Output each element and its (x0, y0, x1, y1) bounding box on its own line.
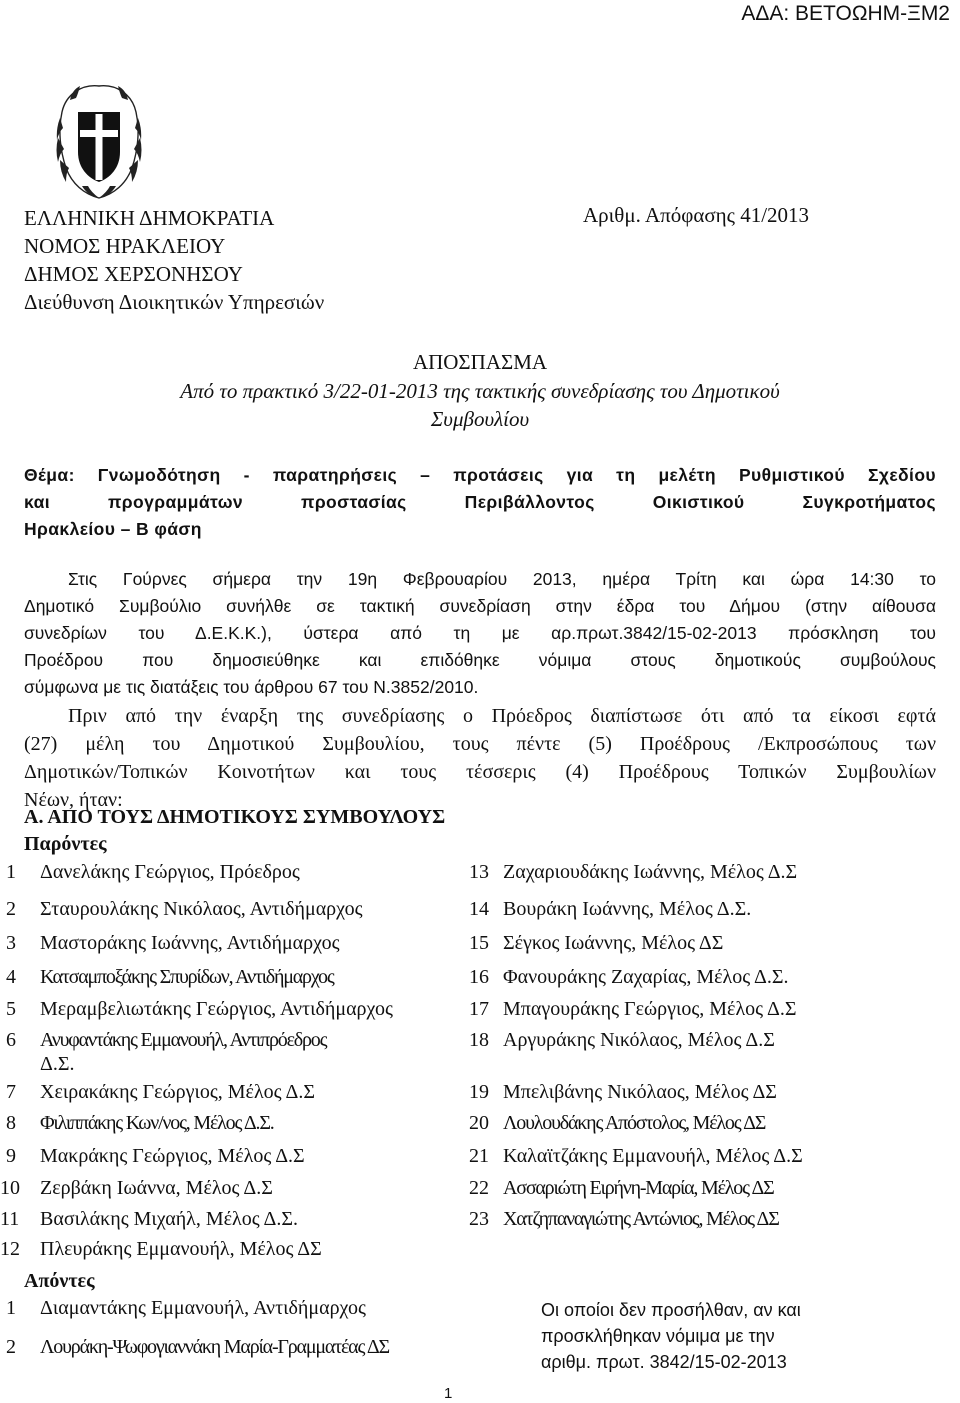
paragraph-line: Νέων, ήταν: (24, 789, 123, 811)
absent-note-line: προσκλήθηκαν νόμιμα με την (541, 1326, 775, 1346)
member-name: Σταυρουλάκης Νικόλαος, Αντιδήμαρχος (40, 898, 363, 920)
section-a-heading: Α. ΑΠΟ ΤΟΥΣ ΔΗΜΟΤΙΚΟΥΣ ΣΥΜΒΟΥΛΟΥΣ (24, 806, 446, 828)
member-name: Καλαϊτζάκης Εμμανουήλ, Μέλος Δ.Σ (503, 1145, 803, 1167)
member-name: Φανουράκης Ζαχαρίας, Μέλος Δ.Σ. (503, 966, 789, 988)
member-number: 9 (6, 1145, 16, 1167)
member-number: 11 (0, 1208, 20, 1230)
member-number: 16 (469, 966, 489, 988)
member-name: Δανελάκης Γεώργιος, Πρόεδρος (40, 861, 300, 883)
member-number: 14 (469, 898, 489, 920)
member-name: Φιλιππάκης Κων/νος, Μέλος Δ.Σ. (40, 1112, 274, 1134)
member-name: Λουράκη-Ψωφογιαννάκη Μαρία-Γραμματέας ΔΣ (40, 1336, 389, 1358)
coat-of-arms-emblem (52, 78, 146, 202)
member-number: 1 (6, 1297, 16, 1319)
member-name-continuation: Δ.Σ. (40, 1053, 75, 1075)
member-number: 8 (6, 1112, 16, 1134)
header-line-directorate: Διεύθυνση Διοικητικών Υπηρεσιών (24, 290, 325, 314)
member-name: Κατσαμποξάκης Σπυρίδων, Αντιδήμαρχος (40, 966, 334, 988)
paragraph-line: Στις Γούρνες σήμερα την 19η Φεβρουαρίου 2013, ημέρα Τρίτη και ώρα 14:30 το (68, 569, 936, 589)
absent-note-line: αριθμ. πρωτ. 3842/15-02-2013 (541, 1352, 787, 1372)
extract-subtitle-line: Συμβουλίου (430, 407, 530, 431)
paragraph-line: συνεδρίων του Δ.Ε.Κ.Κ.), ύστερα από τη με αρ.πρωτ.3842/15-02-2013 πρόσκληση του (24, 623, 936, 643)
header-line-republic: ΕΛΛΗΝΙΚΗ ΔΗΜΟΚΡΑΤΙΑ (24, 206, 275, 230)
paragraph-line: Δημοτικών/Τοπικών Κοινοτήτων και τους τέσσερις (4) Προέδρους Τοπικών Συμβουλίων (24, 761, 936, 783)
extract-subtitle (60, 377, 900, 433)
member-number: 18 (469, 1029, 489, 1051)
member-name: Ασσαριώτη Ειρήνη-Μαρία, Μέλος ΔΣ (503, 1177, 774, 1199)
member-name: Ζερβάκη Ιωάννα, Μέλος Δ.Σ (40, 1177, 273, 1199)
paragraph-line: Δημοτικό Συμβούλιο συνήλθε σε τακτική συνεδρίαση στην έδρα του Δήμου (στην αίθουσα (24, 596, 936, 616)
header-line-prefecture: ΝΟΜΟΣ ΗΡΑΚΛΕΙΟΥ (24, 234, 226, 258)
member-number: 13 (469, 861, 489, 883)
member-number: 21 (469, 1145, 489, 1167)
member-number: 12 (0, 1238, 20, 1260)
member-number: 15 (469, 932, 489, 954)
paragraph-line: Προέδρου που δημοσιεύθηκε και επιδόθηκε νόμιμα στους δημοτικούς συμβούλους (24, 650, 936, 670)
member-name: Χειρακάκης Γεώργιος, Μέλος Δ.Σ (40, 1081, 315, 1103)
member-name: Βασιλάκης Μιχαήλ, Μέλος Δ.Σ. (40, 1208, 299, 1230)
paragraph-line: Πριν από την έναρξη της συνεδρίασης ο Πρόεδρος διαπίστωσε ότι από τα είκοσι εφτά (68, 705, 936, 727)
extract-subtitle-line: Από το πρακτικό 3/22-01-2013 της τακτικής συνεδρίασης του Δημοτικού (180, 379, 780, 403)
member-name: Σέγκος Ιωάννης, Μέλος ΔΣ (503, 932, 724, 954)
member-name: Αργυράκης Νικόλαος, Μέλος Δ.Σ (503, 1029, 775, 1051)
extract-title: ΑΠΟΣΠΑΣΜΑ (412, 350, 548, 374)
member-number: 2 (6, 898, 16, 920)
member-number: 7 (6, 1081, 16, 1103)
member-name: Μπαγουράκης Γεώργιος, Μέλος Δ.Σ (503, 998, 797, 1020)
member-name: Ζαχαριουδάκης Ιωάννης, Μέλος Δ.Σ (503, 861, 798, 883)
ada-code: ΑΔΑ: ΒΕΤΟΩΗΜ-ΞΜ2 (741, 2, 950, 25)
member-number: 19 (469, 1081, 489, 1103)
member-name: Μακράκης Γεώργιος, Μέλος Δ.Σ (40, 1145, 305, 1167)
member-name: Μπελιβάνης Νικόλαος, Μέλος ΔΣ (503, 1081, 777, 1103)
member-number: 10 (0, 1177, 20, 1199)
member-name: Βουράκη Ιωάννης, Μέλος Δ.Σ. (503, 898, 752, 920)
paragraph-line: σύμφωνα με τις διατάξεις του άρθρου 67 του Ν.3852/2010. (24, 677, 479, 697)
member-name: Λουλουδάκης Απόστολος, Μέλος ΔΣ (503, 1112, 766, 1134)
page-number: 1 (444, 1385, 453, 1402)
member-number: 5 (6, 998, 16, 1020)
member-number: 2 (6, 1336, 16, 1358)
member-number: 4 (6, 966, 16, 988)
subject (24, 462, 936, 543)
decision-number: Αριθμ. Απόφασης 41/2013 (583, 203, 810, 227)
member-name: Μαστοράκης Ιωάννης, Αντιδήμαρχος (40, 932, 340, 954)
member-name: Διαμαντάκης Εμμανουήλ, Αντιδήμαρχος (40, 1297, 366, 1319)
subject-line: Θέμα: Γνωμοδότηση - παρατηρήσεις – προτάσεις για τη μελέτη Ρυθμιστικού Σχεδίου (24, 465, 936, 485)
member-number: 6 (6, 1029, 16, 1051)
absent-heading: Απόντες (24, 1270, 95, 1292)
paragraph-session (24, 566, 936, 701)
absent-note-line: Οι οποίοι δεν προσήλθαν, αν και (541, 1300, 801, 1320)
subject-line: και προγραμμάτων προστασίας Περιβάλλοντος Οικιστικού Συγκροτήματος (24, 492, 936, 512)
present-heading: Παρόντες (24, 833, 107, 855)
member-number: 23 (469, 1208, 489, 1230)
absent-note (541, 1297, 801, 1375)
member-name: Μεραμβελιωτάκης Γεώργιος, Αντιδήμαρχος (40, 998, 393, 1020)
member-number: 22 (469, 1177, 489, 1199)
paragraph-line: (27) μέλη του Δημοτικού Συμβουλίου, τους πέντε (5) Προέδρους /Εκπροσώπους των (24, 733, 936, 755)
subject-line: Ηρακλείου – Β φάση (24, 519, 202, 539)
member-number: 1 (6, 861, 16, 883)
header-line-municipality: ΔΗΜΟΣ ΧΕΡΣΟΝΗΣΟΥ (24, 262, 243, 286)
member-name: Χατζηπαναγιώτης Αντώνιος, Μέλος ΔΣ (503, 1208, 779, 1230)
member-number: 3 (6, 932, 16, 954)
member-number: 20 (469, 1112, 489, 1134)
member-name: Ανυφαντάκης Εμμανουήλ, Αντιπρόεδρος (40, 1029, 327, 1051)
paragraph-quorum (24, 702, 936, 814)
member-number: 17 (469, 998, 489, 1020)
member-name: Πλευράκης Εμμανουήλ, Μέλος ΔΣ (40, 1238, 322, 1260)
